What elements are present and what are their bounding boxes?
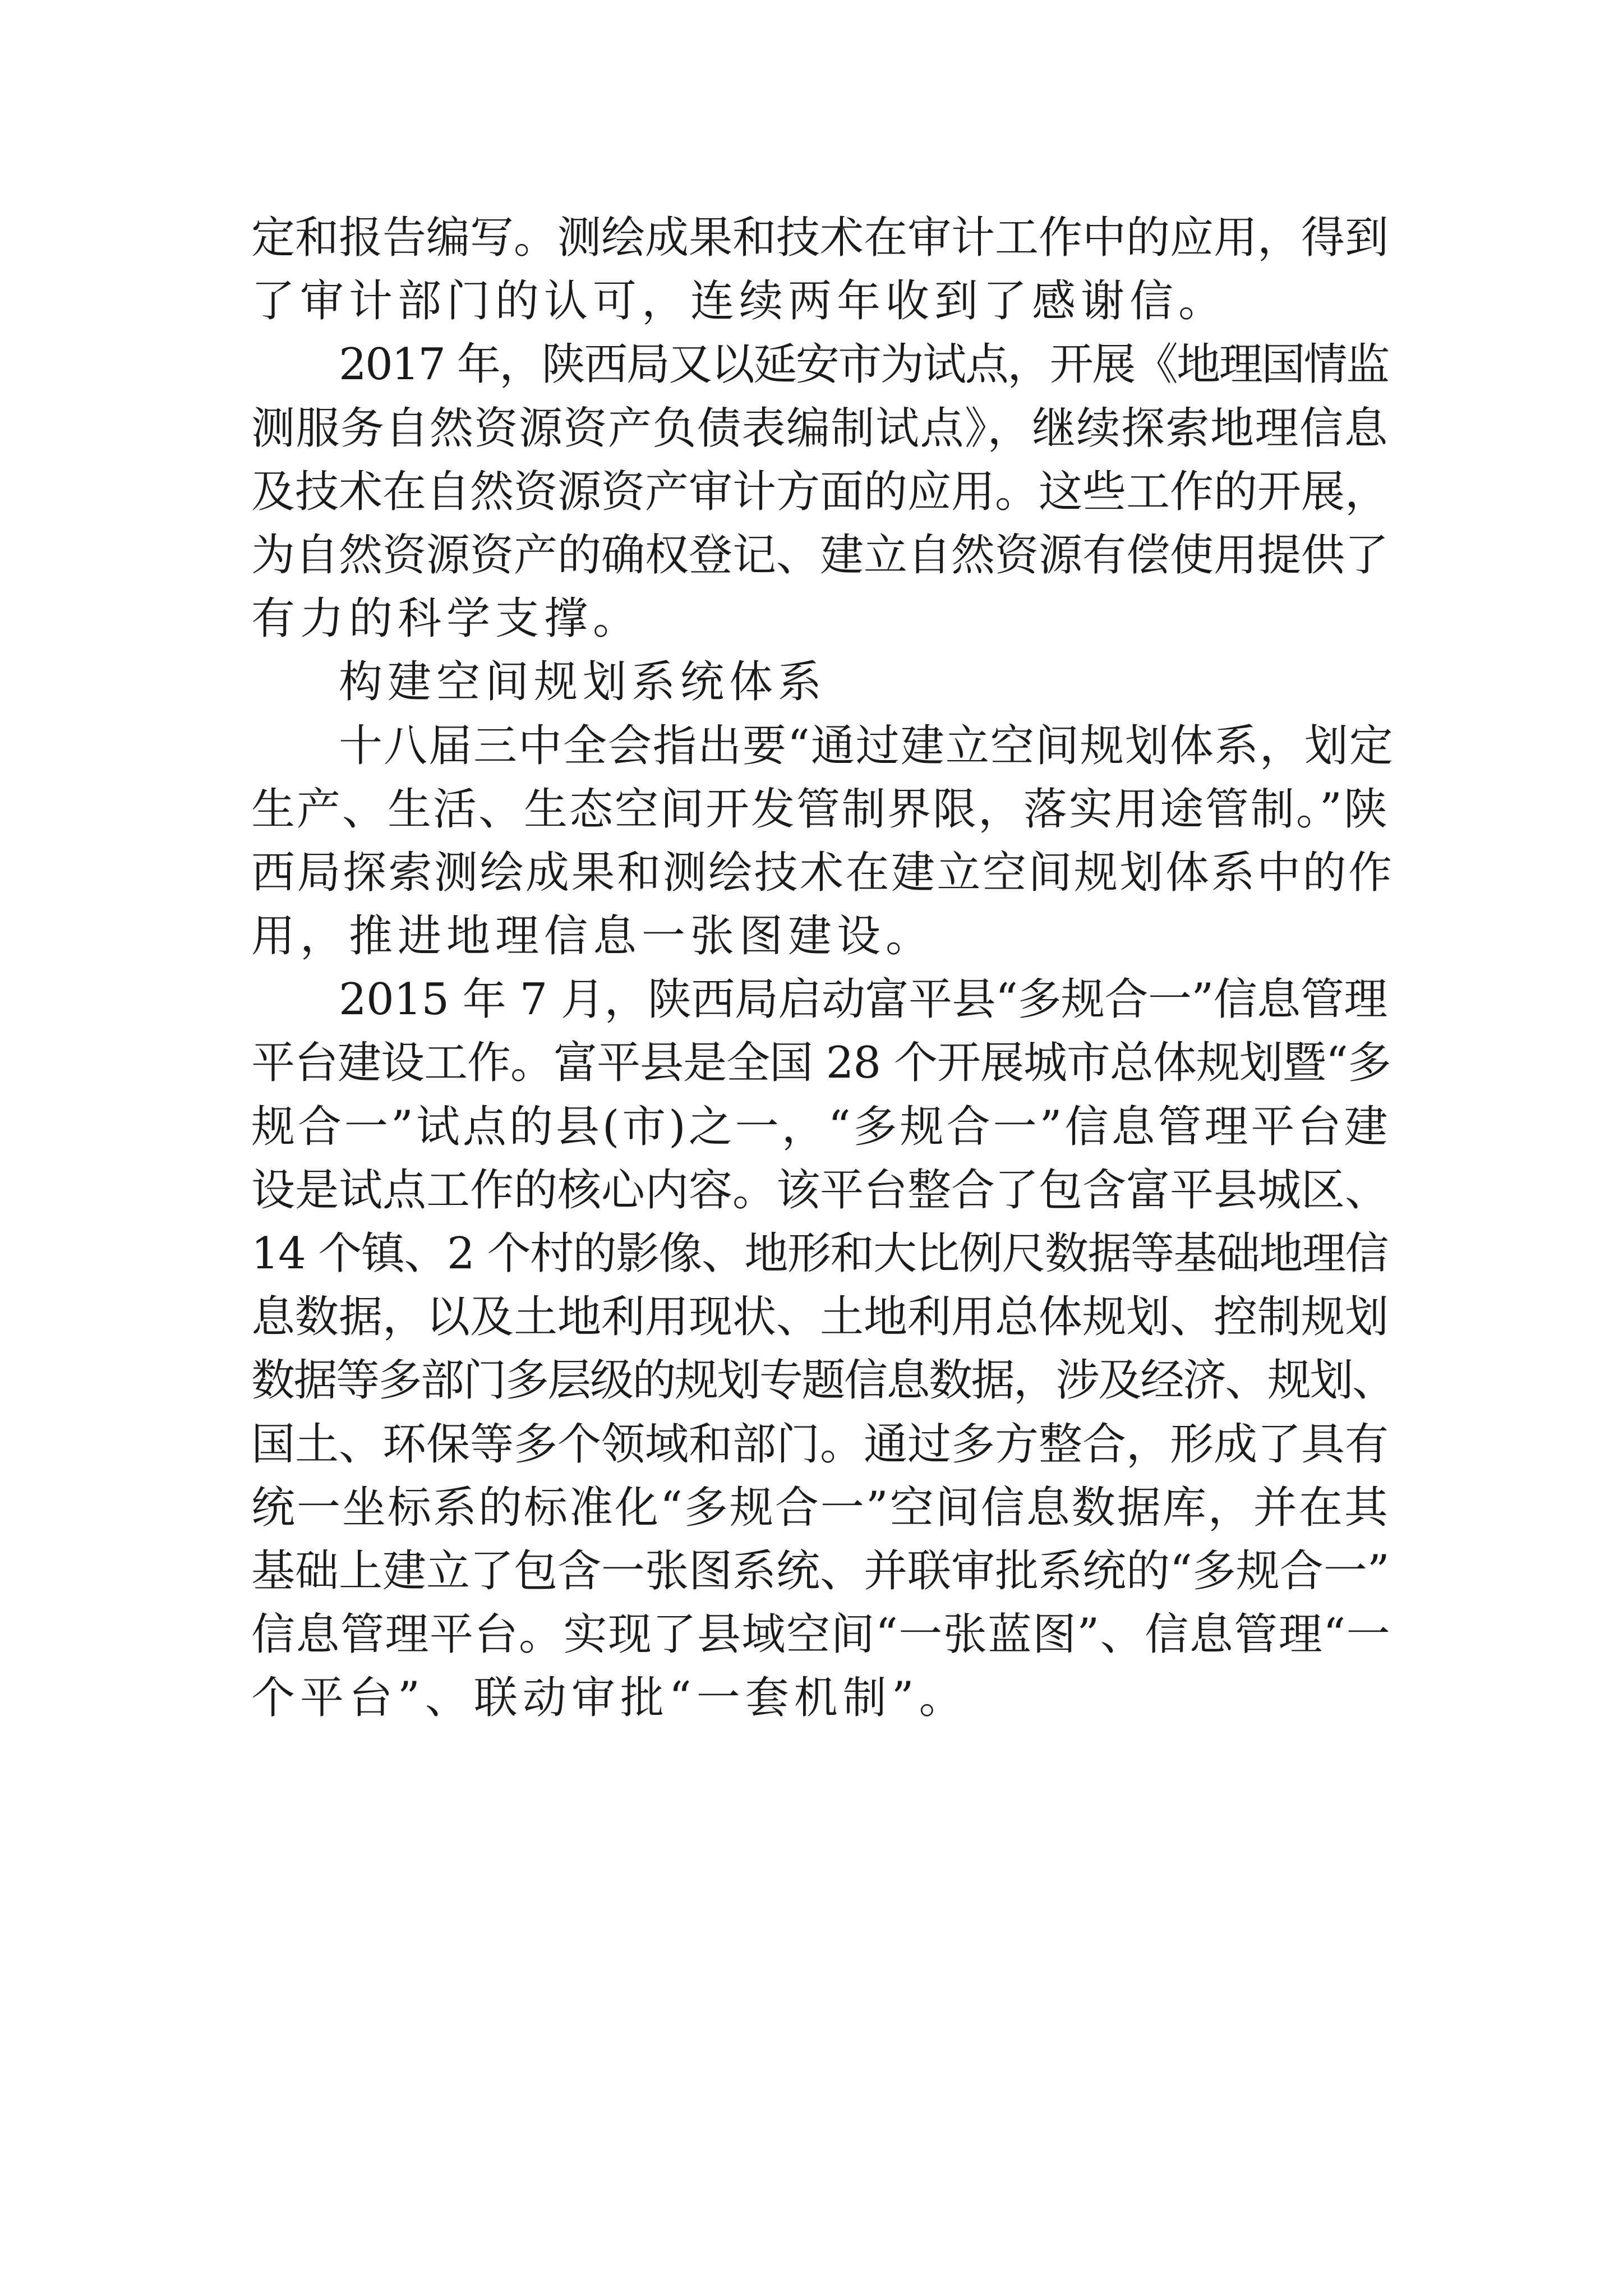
text-line: 定和报告编写。测绘成果和技术在审计工作中的应用，得到	[251, 213, 1389, 263]
text-line: 生产、生活、生态空间开发管制界限，落实用途管制。”陕	[251, 784, 1389, 835]
text-line: 有力的科学支撑。	[251, 593, 642, 645]
text-line: 设是试点工作的核心内容。该平台整合了包含富平县城区、	[251, 1165, 1389, 1216]
text-line: 及技术在自然资源资产审计方面的应用。这些工作的开展，	[251, 466, 1389, 517]
body-text	[251, 206, 1395, 1731]
text-line: 规合一”试点的县(市)之一，“多规合一”信息管理平台建	[251, 1101, 1391, 1152]
text-line: 测服务自然资源资产负债表编制试点》，继续探索地理信息	[251, 403, 1389, 454]
text-line: 数据等多部门多层级的规划专题信息数据，涉及经济、规划、	[251, 1355, 1395, 1406]
text-line: 14 个镇、2 个村的影像、地形和大比例尺数据等基础地理信	[251, 1228, 1388, 1279]
text-line: 国土、环保等多个领域和部门。通过多方整合，形成了具有	[251, 1419, 1389, 1470]
text-line: 了审计部门的认可，连续两年收到了感谢信。	[251, 276, 1228, 327]
text-line: 统一坐标系的标准化“多规合一”空间信息数据库，并在其	[251, 1482, 1390, 1533]
text-line: 个平台”、联动审批“一套机制”。	[251, 1673, 968, 1724]
text-line: 用，推进地理信息一张图建设。	[251, 911, 935, 962]
paragraph-start: 2015 年 7 月，陕西局启动富平县“多规合一”信息管理	[339, 974, 1387, 1025]
paragraph-start: 2017 年，陕西局又以延安市为试点，开展《地理国情监	[339, 339, 1389, 390]
text-line: 为自然资源资产的确权登记、建立自然资源有偿使用提供了	[251, 530, 1389, 581]
text-line: 信息管理平台。实现了县域空间“一张蓝图”、信息管理“一	[251, 1609, 1391, 1660]
text-line: 西局探索测绘成果和测绘技术在建立空间规划体系中的作	[251, 847, 1394, 898]
paragraph-start: 十八届三中全会指出要“通过建立空间规划体系，划定	[339, 720, 1394, 771]
section-heading: 构建空间规划系统体系	[339, 657, 827, 708]
text-line: 平台建设工作。富平县是全国 28 个开展城市总体规划暨“多	[251, 1038, 1391, 1089]
text-line: 息数据，以及土地利用现状、土地利用总体规划、控制规划	[251, 1292, 1389, 1343]
text-line: 基础上建立了包含一张图系统、并联审批系统的“多规合一”	[251, 1545, 1390, 1596]
